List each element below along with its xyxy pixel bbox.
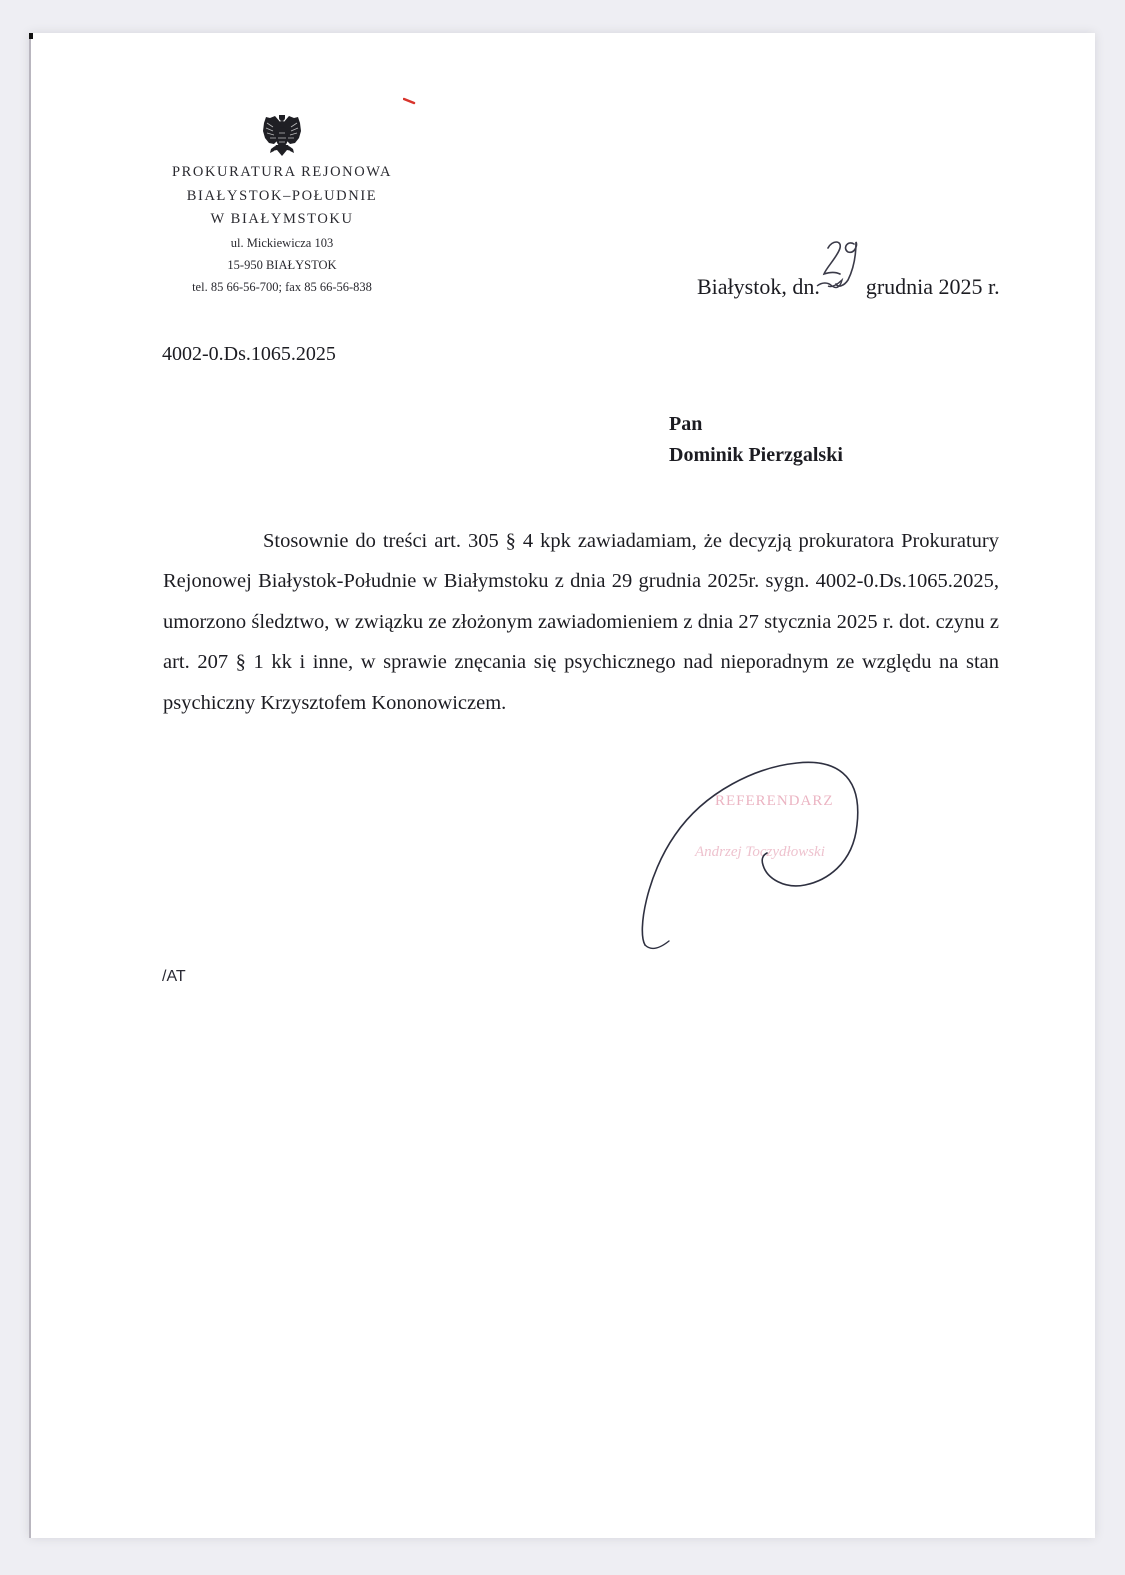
letterhead	[151, 113, 413, 298]
red-ink-mark	[403, 97, 417, 105]
stamp-title: REFERENDARZ	[715, 793, 834, 809]
institution-name-line: PROKURATURA REJONOWA	[171, 164, 393, 180]
handwritten-day-icon	[814, 234, 874, 296]
address-street: ul. Mickiewicza 103	[230, 235, 334, 250]
institution-name-line: W BIAŁYMSTOKU	[210, 211, 354, 227]
author-initials: /AT	[162, 968, 186, 985]
letter-body-text: Stosownie do treści art. 305 § 4 kpk zawiadamiam, że decyzją prokuratora Prokuratury Rejonowej Białystok-Południe w Białymstoku z dnia 29 grudnia 2025r. sygn. 4002-0.Ds.1065.2025, umorzono śledztwo, w związku ze złożonym zawiadomieniem z dnia 27 stycznia 2025 r. dot. czynu z art. 207 § 1 kk i inne, w sprawie znęcania się psychicznego nad nieporadnym ze względu na stan psychiczny Krzysztofem Kononowiczem.	[163, 530, 999, 714]
handwritten-day	[820, 274, 866, 294]
document-page	[29, 33, 1095, 1538]
stamp-and-signature	[627, 755, 887, 965]
institution-name-line: BIAŁYSTOK–POŁUDNIE	[186, 187, 378, 204]
recipient-name: Dominik Pierzgalski	[669, 444, 843, 466]
address-phone-fax: tel. 85 66-56-700; fax 85 66-56-838	[192, 279, 372, 294]
recipient-block	[669, 409, 843, 471]
case-reference-number: 4002-0.Ds.1065.2025	[162, 343, 336, 365]
address-city: 15-950 BIAŁYSTOK	[227, 257, 337, 272]
stamp-name: Andrzej Toczydłowski	[695, 844, 825, 860]
date-suffix: grudnia 2025 r.	[865, 274, 1000, 299]
recipient-salutation: Pan	[669, 413, 703, 435]
polish-eagle-emblem-icon	[261, 113, 303, 157]
date-prefix: Białystok, dn.	[697, 274, 820, 299]
date-line	[697, 274, 1000, 300]
